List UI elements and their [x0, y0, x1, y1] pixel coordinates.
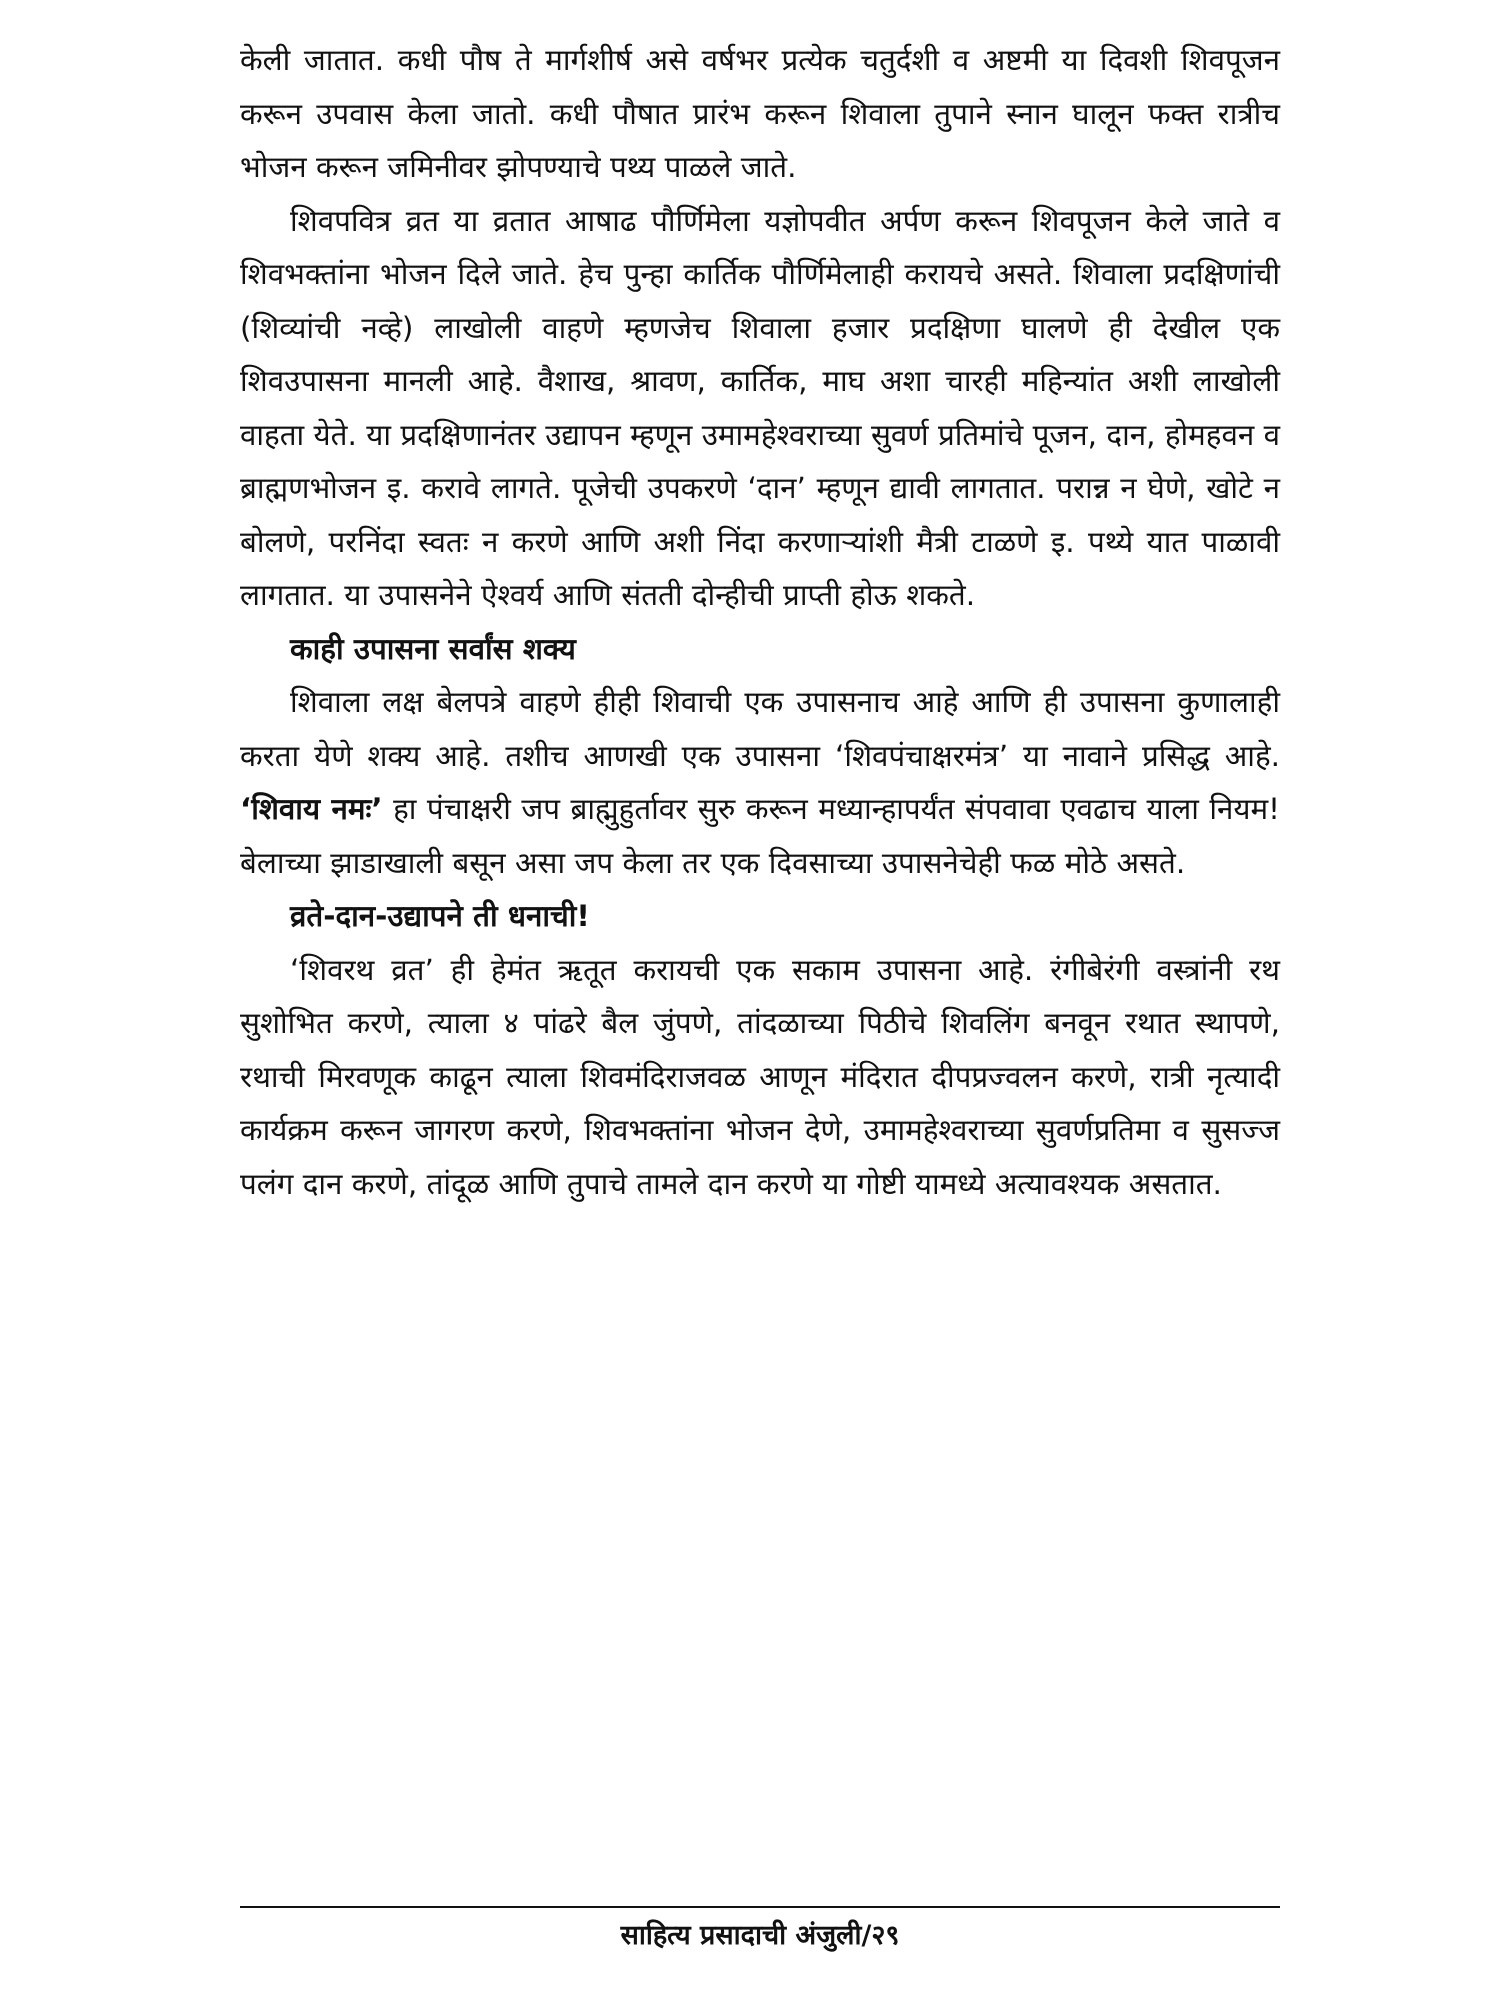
page-footer: साहित्य प्रसादाची अंजुली/२९ [620, 1920, 900, 1951]
paragraph-3-text-b: हा पंचाक्षरी जप ब्राह्मुहुर्तावर सुरु करून मध्यान्हापर्यंत संपवावा एवढाच याला नियम! बेलाच्या झाडाखाली बसून असा जप केला तर एक दिवसाच्या उपासनेचेही फळ मोठे असते. [240, 792, 1281, 880]
paragraph-2: शिवपवित्र व्रत या व्रतात आषाढ पौर्णिमेला यज्ञोपवीत अर्पण करून शिवपूजन केले जाते व शिवभक्तांना भोजन दिले जाते. हेच पुन्हा कार्तिक पौर्णिमेलाही करायचे असते. शिवाला प्रदक्षिणांची (शिव्यांची नव्हे) लाखोली वाहणे म्हणजेच शिवाला हजार प्रदक्षिणा घालणे ही देखील एक शिवउपासना मानली आहे. वैशाख, श्रावण, कार्तिक, माघ अशा चारही महिन्यांत अशी लाखोली वाहता येते. या प्रदक्षिणानंतर उद्यापन म्हणून उमामहेश्वराच्या सुवर्ण प्रतिमांचे पूजन, दान, होमहवन व ब्राह्मणभोजन इ. करावे लागते. पूजेची उपकरणे ‘दान’ म्हणून द्यावी लागतात. परान्न न घेणे, खोटे न बोलणे, परनिंदा स्वतः न करणे आणि अशी निंदा करणाऱ्यांशी मैत्री टाळणे इ. पथ्ये यात पाळावी लागतात. या उपासनेने ऐश्वर्य आणि संतती दोन्हीची प्राप्ती होऊ शकते. [240, 203, 1280, 612]
book-page [240, 34, 1280, 1994]
mantra-bold-text: ‘शिवाय नमः’ [240, 792, 383, 826]
paragraph-3 [240, 676, 1280, 890]
paragraph-4: ‘शिवरथ व्रत’ ही हेमंत ऋतूत करायची एक सकाम उपासना आहे. रंगीबेरंगी वस्त्रांनी रथ सुशोभित करणे, त्याला ४ पांढरे बैल जुंपणे, तांदळाच्या पिठीचे शिवलिंग बनवून रथात स्थापणे, रथाची मिरवणूक काढून त्याला शिवमंदिराजवळ आणून मंदिरात दीपप्रज्वलन करणे, रात्री नृत्यादी कार्यक्रम करून जागरण करणे, शिवभक्तांना भोजन देणे, उमामहेश्वराच्या सुवर्णप्रतिमा व सुसज्ज पलंग दान करणे, तांदूळ आणि तुपाचे तामले दान करणे या गोष्टी यामध्ये अत्यावश्यक असतात. [240, 952, 1280, 1201]
paragraph-3-text-a: शिवाला लक्ष बेलपत्रे वाहणे हीही शिवाची एक उपासनाच आहे आणि ही उपासना कुणालाही करता येणे शक्य आहे. तशीच आणखी एक उपासना ‘शिवपंचाक्षरमंत्र’ या नावाने प्रसिद्ध आहे. [240, 685, 1280, 773]
footer-divider [240, 1906, 1280, 1908]
paragraph-1: केली जातात. कधी पौष ते मार्गशीर्ष असे वर्षभर प्रत्येक चतुर्दशी व अष्टमी या दिवशी शिवपूजन करून उपवास केला जातो. कधी पौषात प्रारंभ करून शिवाला तुपाने स्नान घालून फक्त रात्रीच भोजन करून जमिनीवर झोपण्याचे पथ्य पाळले जाते. [240, 43, 1280, 184]
section-heading-2: व्रते-दान-उद्यापने ती धनाची! [290, 899, 590, 933]
section-heading-1: काही उपासना सर्वांस शक्य [290, 631, 576, 666]
